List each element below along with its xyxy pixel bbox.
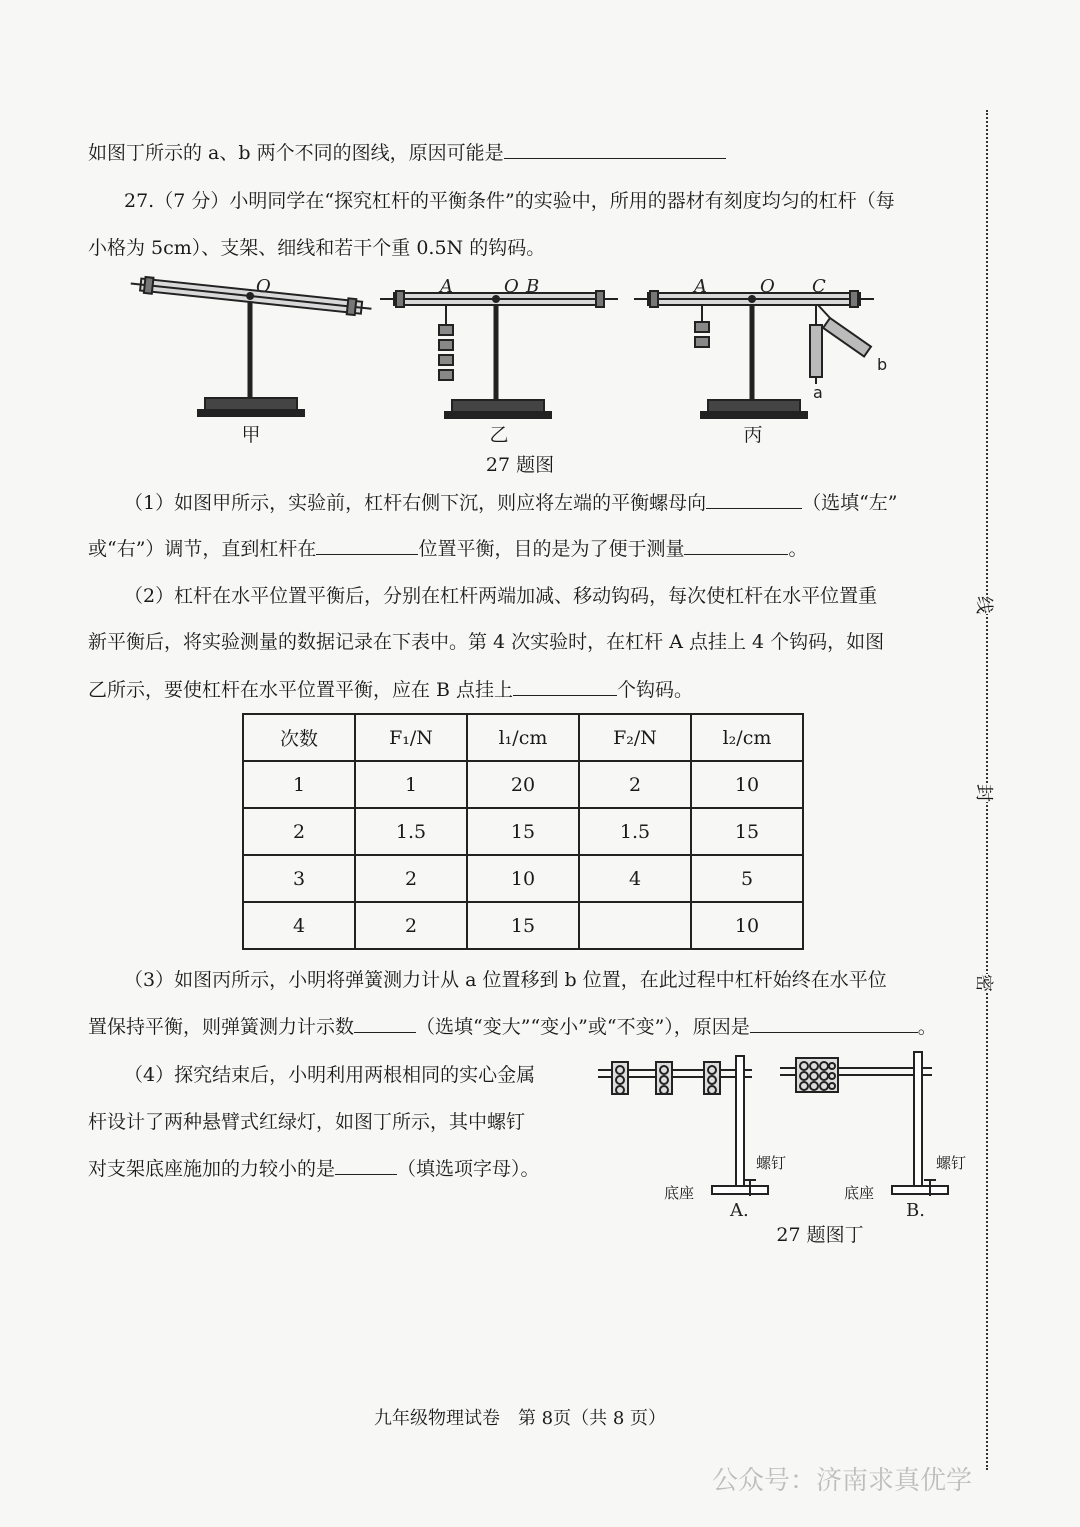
q1-line2: 或“右”）调节，直到杠杆在 位置平衡，目的是为了便于测量 。 xyxy=(88,538,808,560)
table-cell: 2 xyxy=(243,808,355,855)
table-cell: 4 xyxy=(243,902,355,949)
q4-line2: 杆设计了两种悬臂式红绿灯，如图丁所示，其中螺钉 xyxy=(88,1111,526,1133)
label-A-bing: A xyxy=(694,276,707,297)
side-label-mi: 密 xyxy=(968,974,1002,992)
caption-bing: 丙 xyxy=(743,424,763,446)
label-O-yi: O xyxy=(504,276,519,297)
table-cell: 15 xyxy=(467,902,579,949)
table-cell: 2 xyxy=(355,902,467,949)
label-C-bing: C xyxy=(812,276,826,297)
table-header: F₂/N xyxy=(579,714,691,761)
side-label-xian: 线 xyxy=(968,596,1002,614)
table-cell: 1 xyxy=(243,761,355,808)
watermark: 公众号：济南求真优学 xyxy=(712,1466,973,1496)
table-cell: 2 xyxy=(579,761,691,808)
label-b-bing: b xyxy=(877,355,888,374)
label-base-B: 底座 xyxy=(844,1184,875,1202)
table-cell: 1 xyxy=(355,761,467,808)
label-screw-A: 螺钉 xyxy=(756,1154,787,1172)
page-footer: 九年级物理试卷 第 8页（共 8 页） xyxy=(373,1408,667,1429)
figure-caption: 27 题图 xyxy=(485,454,555,476)
table-header: F₁/N xyxy=(355,714,467,761)
table-cell: 15 xyxy=(467,808,579,855)
q2-line3: 乙所示，要使杠杆在水平位置平衡，应在 B 点挂上 个钩码。 xyxy=(88,679,694,701)
table-cell: 5 xyxy=(691,855,803,902)
q2-line2: 新平衡后，将实验测量的数据记录在下表中。第 4 次实验时，在杠杆 A 点挂上 4 个钩码，如图 xyxy=(88,631,885,653)
table-cell: 1.5 xyxy=(355,808,467,855)
table-cell: 20 xyxy=(467,761,579,808)
q27-stem-line1: 27.（7 分）小明同学在“探究杠杆的平衡条件”的实验中，所用的器材有刻度均匀的杠杆（每 xyxy=(124,190,895,212)
label-option-B: B. xyxy=(906,1200,925,1221)
cantilever-B xyxy=(780,1052,948,1196)
table-header: l₂/cm xyxy=(691,714,803,761)
intro-line: 如图丁所示的 a、b 两个不同的图线，原因可能是 xyxy=(88,140,726,165)
table-cell: 3 xyxy=(243,855,355,902)
q3-line2: 置保持平衡，则弹簧测力计示数 （选填“变大”“变小”或“不变”），原因是 。 xyxy=(88,1016,937,1038)
label-O-bing: O xyxy=(760,276,775,297)
caption-jia: 甲 xyxy=(241,424,261,446)
label-A-yi: A xyxy=(440,276,453,297)
table-cell: 10 xyxy=(467,855,579,902)
cantilever-A xyxy=(598,1056,768,1196)
table-header: 次数 xyxy=(243,714,355,761)
table-cell: 2 xyxy=(355,855,467,902)
table-cell: 10 xyxy=(691,761,803,808)
label-base-A: 底座 xyxy=(664,1184,695,1202)
table-header: l₁/cm xyxy=(467,714,579,761)
table-cell: 10 xyxy=(691,902,803,949)
q4-line3: 对支架底座施加的力较小的是 （填选项字母）。 xyxy=(88,1158,540,1180)
table-cell: 15 xyxy=(691,808,803,855)
table-cell: 4 xyxy=(579,855,691,902)
q27-stem-line2: 小格为 5cm）、支架、细线和若干个重 0.5N 的钩码。 xyxy=(88,237,546,259)
q4-line1: （4）探究结束后，小明利用两根相同的实心金属 xyxy=(124,1064,536,1086)
q2-line1: （2）杠杆在水平位置平衡后，分别在杠杆两端加减、移动钩码，每次使杠杆在水平位置重 xyxy=(124,585,878,607)
figure-ding-caption: 27 题图丁 xyxy=(776,1224,864,1246)
q1-line1: （1）如图甲所示，实验前，杠杆右侧下沉，则应将左端的平衡螺母向 （选填“左” xyxy=(124,492,898,514)
label-a-bing: a xyxy=(813,383,823,402)
caption-yi: 乙 xyxy=(489,424,509,446)
label-B-yi: B xyxy=(526,276,540,297)
label-option-A: A. xyxy=(730,1200,749,1221)
side-label-feng: 封 xyxy=(968,784,1002,802)
q3-line1: （3）如图丙所示，小明将弹簧测力计从 a 位置移到 b 位置，在此过程中杠杆始终在水平位 xyxy=(124,969,887,991)
table-cell: 1.5 xyxy=(579,808,691,855)
label-screw-B: 螺钉 xyxy=(936,1154,967,1172)
label-O-jia: O xyxy=(256,276,271,297)
